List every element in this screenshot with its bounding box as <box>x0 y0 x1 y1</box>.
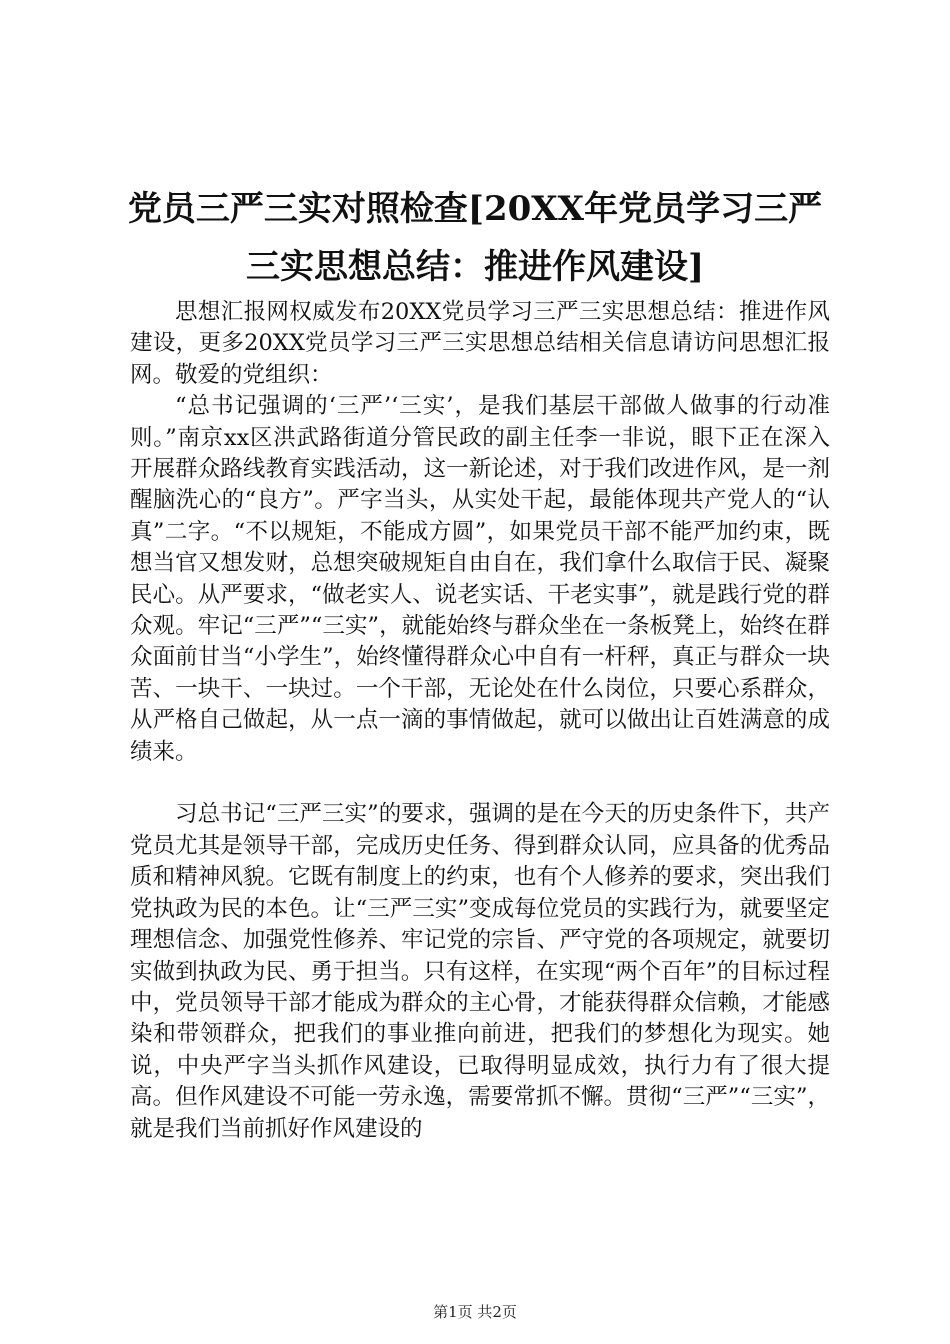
paragraph-intro: 思想汇报网权威发布20XX党员学习三严三实思想总结：推进作风建设，更多20XX党员学习三严三实思想总结相关信息请访问思想汇报网。敬爱的党组织： <box>130 299 830 388</box>
document-body <box>130 297 830 1145</box>
page-number-footer: 第1页 共2页 <box>433 1303 517 1321</box>
paragraph-quote: “总书记强调的‘三严’‘三实’，是我们基层干部做人做事的行动准则。”南京xx区洪武路街道分管民政的副主任李一非说，眼下正在深入开展群众路线教育实践活动，这一新论述，对于我们改进作风，是一剂醒脑洗心的“良方”。严字当头，从实处干起，最能体现共产党人的“认真”二字。“不以规矩，不能成方圆”，如果党员干部不能严加约束，既想当官又想发财，总想突破规矩自由自在，我们拿什么取信于民、凝聚民心。从严要求，“做老实人、说老实话、干老实事”，就是践行党的群众观。牢记“三严”“三实”，就能始终与群众坐在一条板凳上，始终在群众面前甘当“小学生”，始终懂得群众心中自有一杆秤，真正与群众一块苦、一块干、一块过。一个干部，无论处在什么岗位，只要心系群众，从严格自己做起，从一点一滴的事情做起，就可以做出让百姓满意的成绩来。 <box>130 393 830 765</box>
paragraph-requirements: 习总书记“三严三实”的要求，强调的是在今天的历史条件下，共产党员尤其是领导干部，完成历史任务、得到群众认同，应具备的优秀品质和精神风貌。它既有制度上的约束，也有个人修养的要求，突出我们党执政为民的本色。让“三严三实”变成每位党员的实践行为，就要坚定理想信念、加强党性修养、牢记党的宗旨、严守党的各项规定，就要切实做到执政为民、勇于担当。只有这样，在实现“两个百年”的目标过程中，党员领导干部才能成为群众的主心骨，才能获得群众信赖，才能感染和带领群众，把我们的事业推向前进，把我们的梦想化为现实。她说，中央严字当头抓作风建设，已取得明显成效，执行力有了很大提高。但作风建设不可能一劳永逸，需要常抓不懈。贯彻“三严”“三实”，就是我们当前抓好作风建设的 <box>130 801 830 1142</box>
document-title: 党员三严三实对照检查[20XX年党员学习三严三实思想总结：推进作风建设] <box>127 189 823 287</box>
paragraph-spacer <box>130 768 830 799</box>
